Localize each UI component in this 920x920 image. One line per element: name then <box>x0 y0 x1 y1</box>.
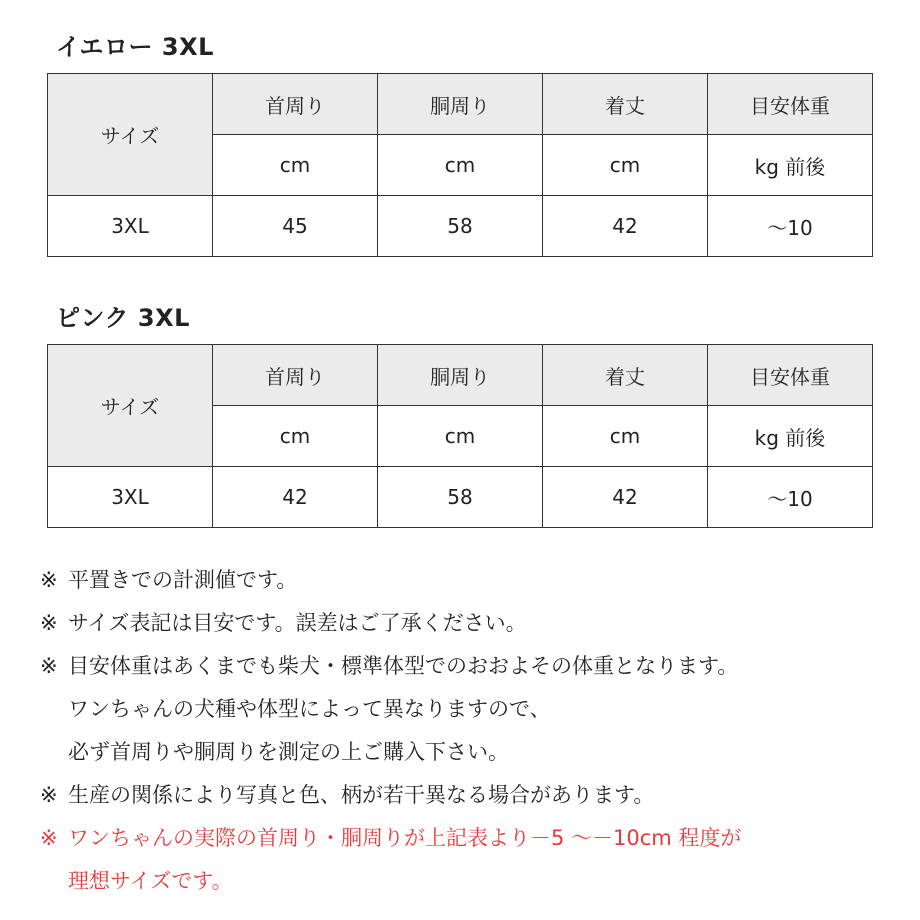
size-header: サイズ <box>48 74 213 196</box>
notes-list <box>40 559 898 903</box>
neck-value: 42 <box>213 467 378 528</box>
note-text: ワンちゃんの犬種や体型によって異なりますので、 <box>68 697 551 721</box>
weight-value: ～10 <box>708 467 873 528</box>
weight-header: 目安体重 <box>708 74 873 135</box>
chest-header: 胴周り <box>378 74 543 135</box>
neck-unit: cm <box>213 406 378 467</box>
size-value: 3XL <box>48 196 213 257</box>
pink-size-table <box>47 344 873 528</box>
chest-value: 58 <box>378 196 543 257</box>
neck-header: 首周り <box>213 74 378 135</box>
note-line-highlight <box>68 860 898 903</box>
neck-unit: cm <box>213 135 378 196</box>
neck-header: 首周り <box>213 345 378 406</box>
neck-value: 45 <box>213 196 378 257</box>
length-unit: cm <box>543 406 708 467</box>
note-text: 平置きでの計測値です。 <box>68 568 298 592</box>
table-row <box>48 196 873 257</box>
note-text: 必ず首周りや胴周りを測定の上ご購入下さい。 <box>68 740 509 764</box>
note-text: 生産の関係により写真と色、柄が若干異なる場合があります。 <box>68 783 655 807</box>
weight-unit: kg 前後 <box>708 135 873 196</box>
pink-table-title: ピンク 3XL <box>56 304 190 332</box>
note-text: 理想サイズです。 <box>68 869 233 893</box>
note-line <box>68 688 898 731</box>
length-header: 着丈 <box>543 345 708 406</box>
table-row <box>48 467 873 528</box>
chest-value: 58 <box>378 467 543 528</box>
chest-unit: cm <box>378 406 543 467</box>
length-unit: cm <box>543 135 708 196</box>
note-text: ワンちゃんの実際の首周り・胴周りが上記表より－5 ～－10cm 程度が <box>68 826 742 850</box>
yellow-table-title: イエロー 3XL <box>56 33 214 61</box>
chest-unit: cm <box>378 135 543 196</box>
length-value: 42 <box>543 196 708 257</box>
length-value: 42 <box>543 467 708 528</box>
length-header: 着丈 <box>543 74 708 135</box>
weight-unit: kg 前後 <box>708 406 873 467</box>
note-line-highlight: ※ ワンちゃんの実際の首周り・胴周りが上記表より－5 ～－10cm 程度が <box>40 826 742 850</box>
table-header-row <box>48 345 873 406</box>
size-value: 3XL <box>48 467 213 528</box>
yellow-size-table <box>47 73 873 257</box>
chest-header: 胴周り <box>378 345 543 406</box>
note-line: ※ 目安体重はあくまでも柴犬・標準体型でのおおよその体重となります。 <box>40 654 739 678</box>
note-line: ※ 生産の関係により写真と色、柄が若干異なる場合があります。 <box>40 783 655 807</box>
note-text: 目安体重はあくまでも柴犬・標準体型でのおおよその体重となります。 <box>68 654 739 678</box>
size-header: サイズ <box>48 345 213 467</box>
note-line: ※ サイズ表記は目安です。誤差はご了承ください。 <box>40 611 527 635</box>
note-line <box>68 731 898 774</box>
table-header-row <box>48 74 873 135</box>
note-text: サイズ表記は目安です。誤差はご了承ください。 <box>68 611 527 635</box>
note-line: ※ 平置きでの計測値です。 <box>40 568 298 592</box>
weight-header: 目安体重 <box>708 345 873 406</box>
weight-value: ～10 <box>708 196 873 257</box>
